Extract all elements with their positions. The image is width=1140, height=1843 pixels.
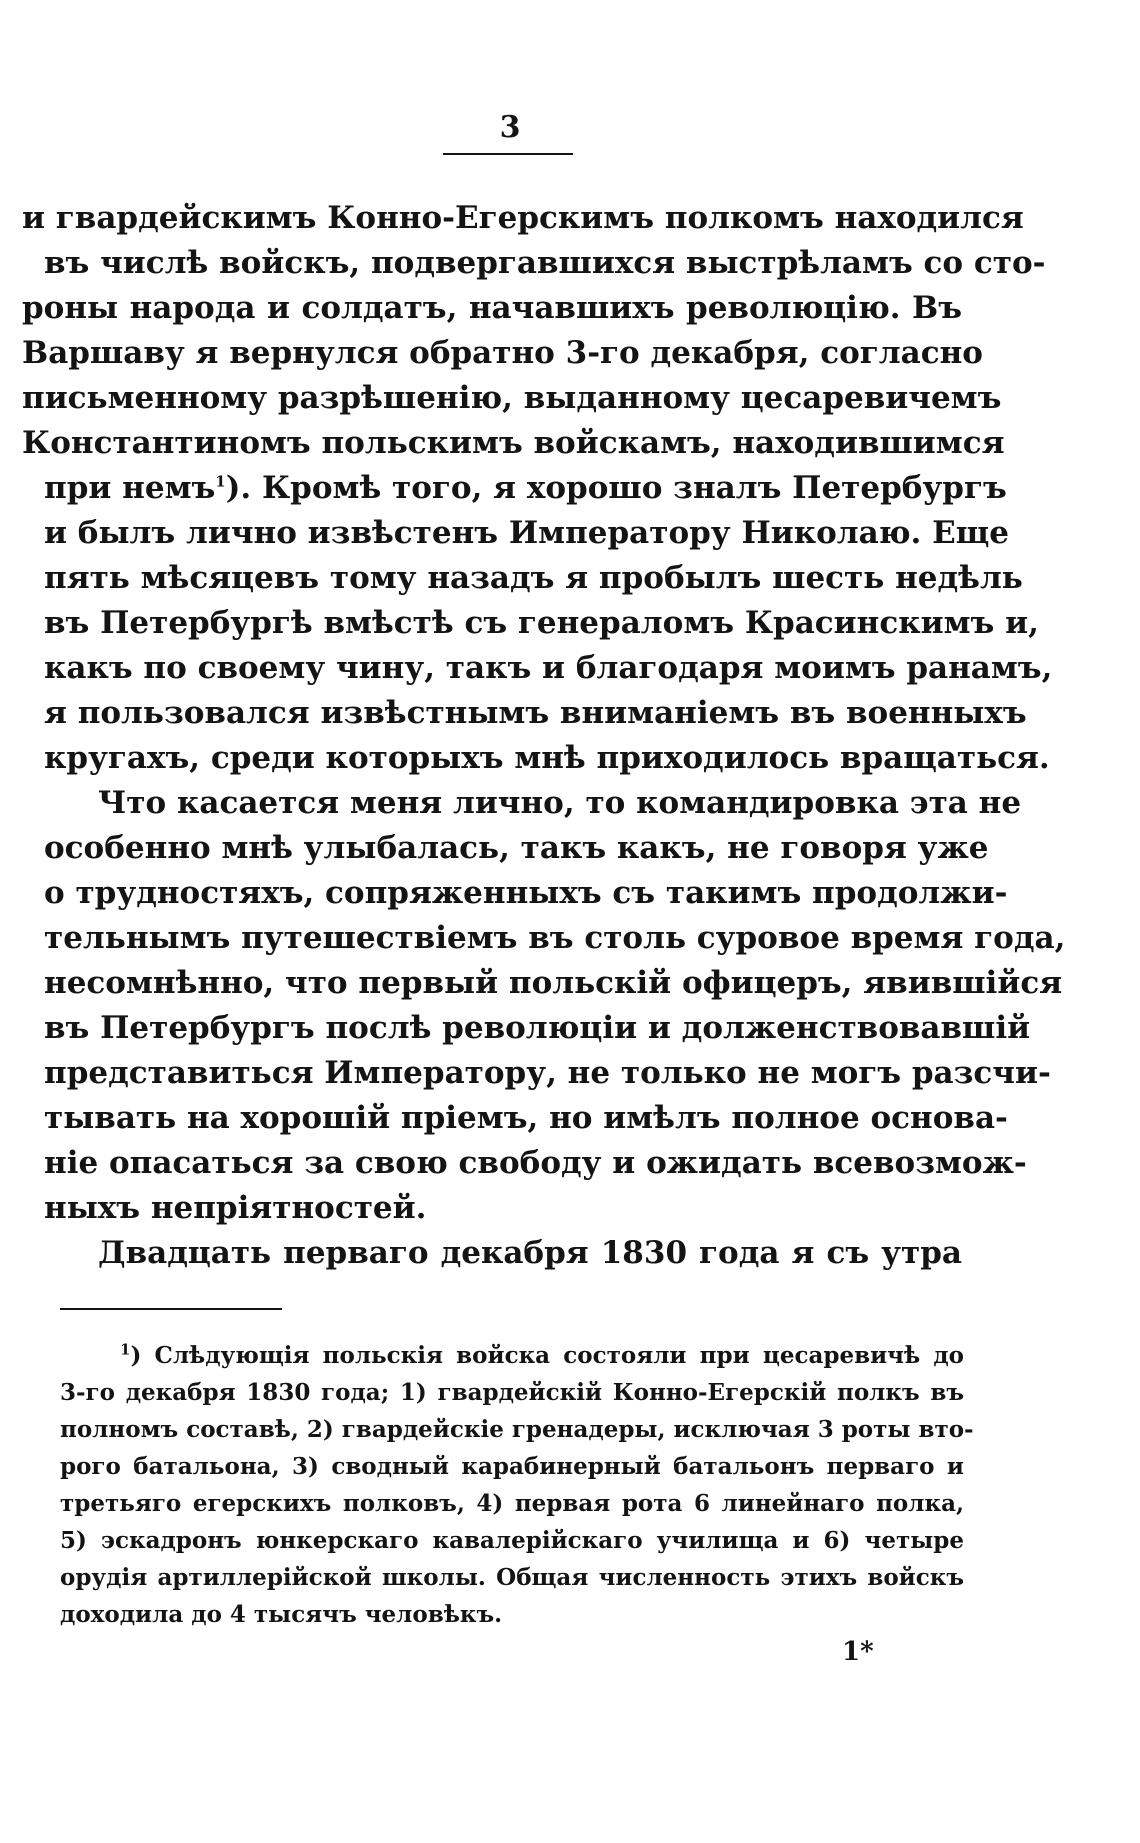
body-line: о трудностяхъ, сопряженныхъ съ такимъ продолжи- xyxy=(44,875,1008,911)
body-line: и былъ лично извѣстенъ Императору Николаю. Еще xyxy=(44,515,1009,551)
body-line: Варшаву я вернулся обратно 3-го декабря, согласно xyxy=(22,335,983,371)
body-line: пять мѣсяцевъ тому назадъ я пробылъ шесть недѣль xyxy=(44,560,1023,596)
page-number-rule xyxy=(443,153,573,155)
page-number: 3 xyxy=(499,110,521,145)
footnote-marker: 1 xyxy=(120,1340,131,1359)
body-line xyxy=(22,466,1007,511)
footnote-line: полномъ составѣ, 2) гвардейскіе гренадеры, исключая 3 роты вто- xyxy=(60,1416,974,1443)
body-line: письменному разрѣшенію, выданному цесаревичемъ xyxy=(22,380,1002,416)
body-line-part: ). Кромѣ того, я хорошо зналъ Петербургъ xyxy=(225,470,1007,506)
body-line: роны народа и солдатъ, начавшихъ революцію. Въ xyxy=(22,290,962,326)
body-line: и гвардейскимъ Конно-Егерскимъ полкомъ находился xyxy=(22,200,1024,236)
footnote-line: 5) эскадронъ юнкерскаго кавалерійскаго училища и 6) четыре xyxy=(60,1527,964,1554)
signature-mark: 1* xyxy=(842,1637,874,1667)
body-line: Двадцать перваго декабря 1830 года я съ утра xyxy=(98,1235,962,1271)
body-line: ныхъ непріятностей. xyxy=(44,1190,427,1226)
footnote-line: третьяго егерскихъ полковъ, 4) первая рота 6 линейнаго полка, xyxy=(60,1490,964,1517)
body-line: кругахъ, среди которыхъ мнѣ приходилось вращаться. xyxy=(44,740,1050,776)
body-line: тельнымъ путешествіемъ въ столь суровое время года, xyxy=(44,920,1066,956)
body-line: ніе опасаться за свою свободу и ожидать всевозмож- xyxy=(44,1145,1027,1181)
body-text xyxy=(22,196,1066,1276)
footnote-line-text: ) Слѣдующія польскія войска состояли при цесаревичѣ до xyxy=(130,1342,964,1369)
footnote-line: орудія артиллерійской школы. Общая численность этихъ войскъ xyxy=(60,1564,964,1591)
footnote-rule xyxy=(60,1308,282,1310)
body-line: въ числѣ войскъ, подвергавшихся выстрѣламъ со сто- xyxy=(44,245,1046,281)
body-line: въ Петербургъ послѣ революціи и долженствовавшій xyxy=(44,1010,1031,1046)
body-line: несомнѣнно, что первый польскій офицеръ, явившійся xyxy=(44,965,1063,1001)
body-line: въ Петербургѣ вмѣстѣ съ генераломъ Красинскимъ и, xyxy=(44,605,1039,641)
footnote-reference: 1 xyxy=(215,472,226,491)
body-line: Константиномъ польскимъ войскамъ, находившимся xyxy=(22,425,1005,461)
body-line: представиться Императору, не только не могъ разсчи- xyxy=(44,1055,1051,1091)
footnote xyxy=(60,1337,974,1633)
footnote-line: доходила до 4 тысячъ человѣкъ. xyxy=(60,1601,503,1628)
body-line: какъ по своему чину, такъ и благодаря моимъ ранамъ, xyxy=(44,650,1053,686)
body-line: я пользовался извѣстнымъ вниманіемъ въ военныхъ xyxy=(44,695,1027,731)
body-line: Что касается меня лично, то командировка эта не xyxy=(98,785,1022,821)
footnote-line xyxy=(60,1337,964,1374)
footnote-line: рого батальона, 3) сводный карабинерный батальонъ перваго и xyxy=(60,1453,964,1480)
body-line-part: при немъ xyxy=(44,470,216,506)
body-line: тывать на хорошій пріемъ, но имѣлъ полное основа- xyxy=(44,1100,1008,1136)
footnote-line: 3-го декабря 1830 года; 1) гвардейскій Конно-Егерскій полкъ въ xyxy=(60,1379,964,1406)
body-line: особенно мнѣ улыбалась, такъ какъ, не говоря уже xyxy=(44,830,989,866)
